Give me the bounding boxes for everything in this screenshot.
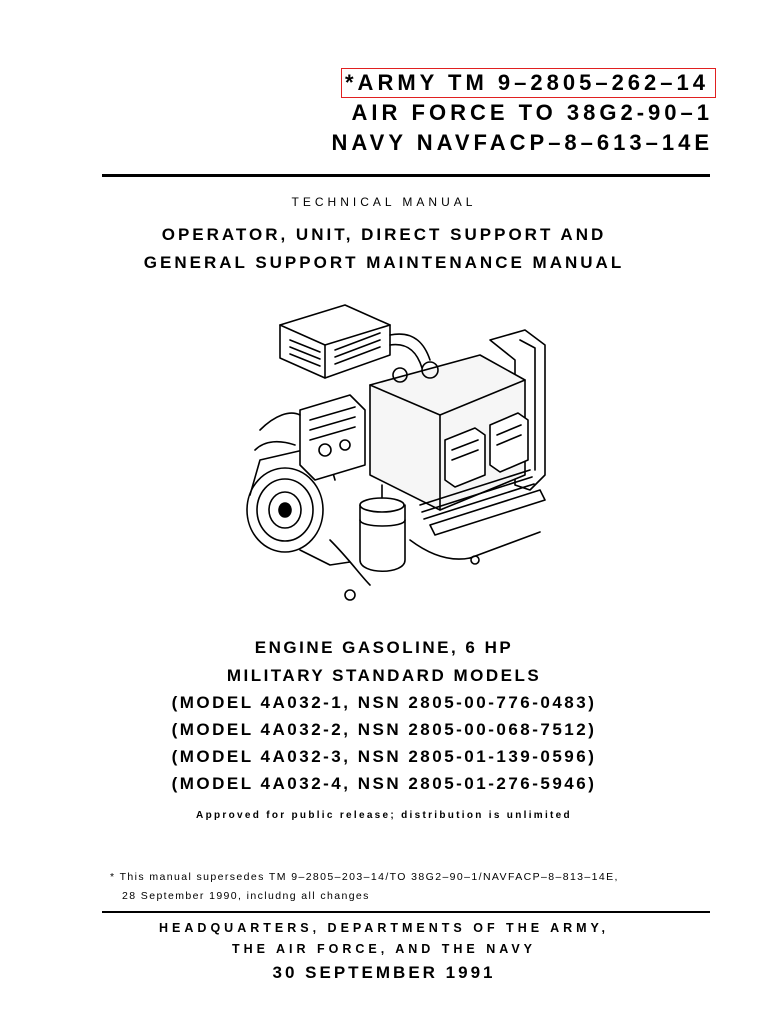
military-standard-models: MILITARY STANDARD MODELS — [226, 666, 542, 685]
model-line-1: (MODEL 4A032-1, NSN 2805-00-776-0483) — [171, 693, 597, 712]
publication-date: 30 SEPTEMBER 1991 — [272, 963, 496, 982]
supersedes-footnote — [110, 868, 619, 906]
model-line-2: (MODEL 4A032-2, NSN 2805-00-068-7512) — [171, 720, 597, 739]
bottom-divider — [102, 911, 710, 913]
engine-illustration-icon — [240, 300, 580, 610]
engine-description: ENGINE GASOLINE, 6 HP — [254, 638, 514, 657]
distribution-statement: Approved for public release; distribution is unlimited — [196, 810, 572, 821]
navy-number: NAVY NAVFACP–8–613–14E — [331, 130, 713, 155]
model-line-4: (MODEL 4A032-4, NSN 2805-01-276-5946) — [171, 774, 597, 793]
technical-manual-label: TECHNICAL MANUAL — [291, 195, 477, 209]
model-line-3: (MODEL 4A032-3, NSN 2805-01-139-0596) — [171, 747, 597, 766]
issuer-line-1: HEADQUARTERS, DEPARTMENTS OF THE ARMY, — [159, 921, 609, 935]
footnote-line-1: * This manual supersedes TM 9–2805–203–14/TO 38G2–90–1/NAVFACP–8–813–14E, — [110, 871, 619, 883]
footnote-line-2: 28 September 1990, includng all changes — [122, 890, 370, 902]
top-divider — [102, 174, 710, 177]
issuer-line-2: THE AIR FORCE, AND THE NAVY — [231, 942, 537, 956]
manual-title-line-2: GENERAL SUPPORT MAINTENANCE MANUAL — [143, 253, 625, 272]
air-force-to-number: AIR FORCE TO 38G2-90–1 — [351, 100, 713, 125]
army-tm-number: *ARMY TM 9–2805–262–14 — [341, 68, 716, 98]
manual-title-line-1: OPERATOR, UNIT, DIRECT SUPPORT AND — [161, 225, 607, 244]
